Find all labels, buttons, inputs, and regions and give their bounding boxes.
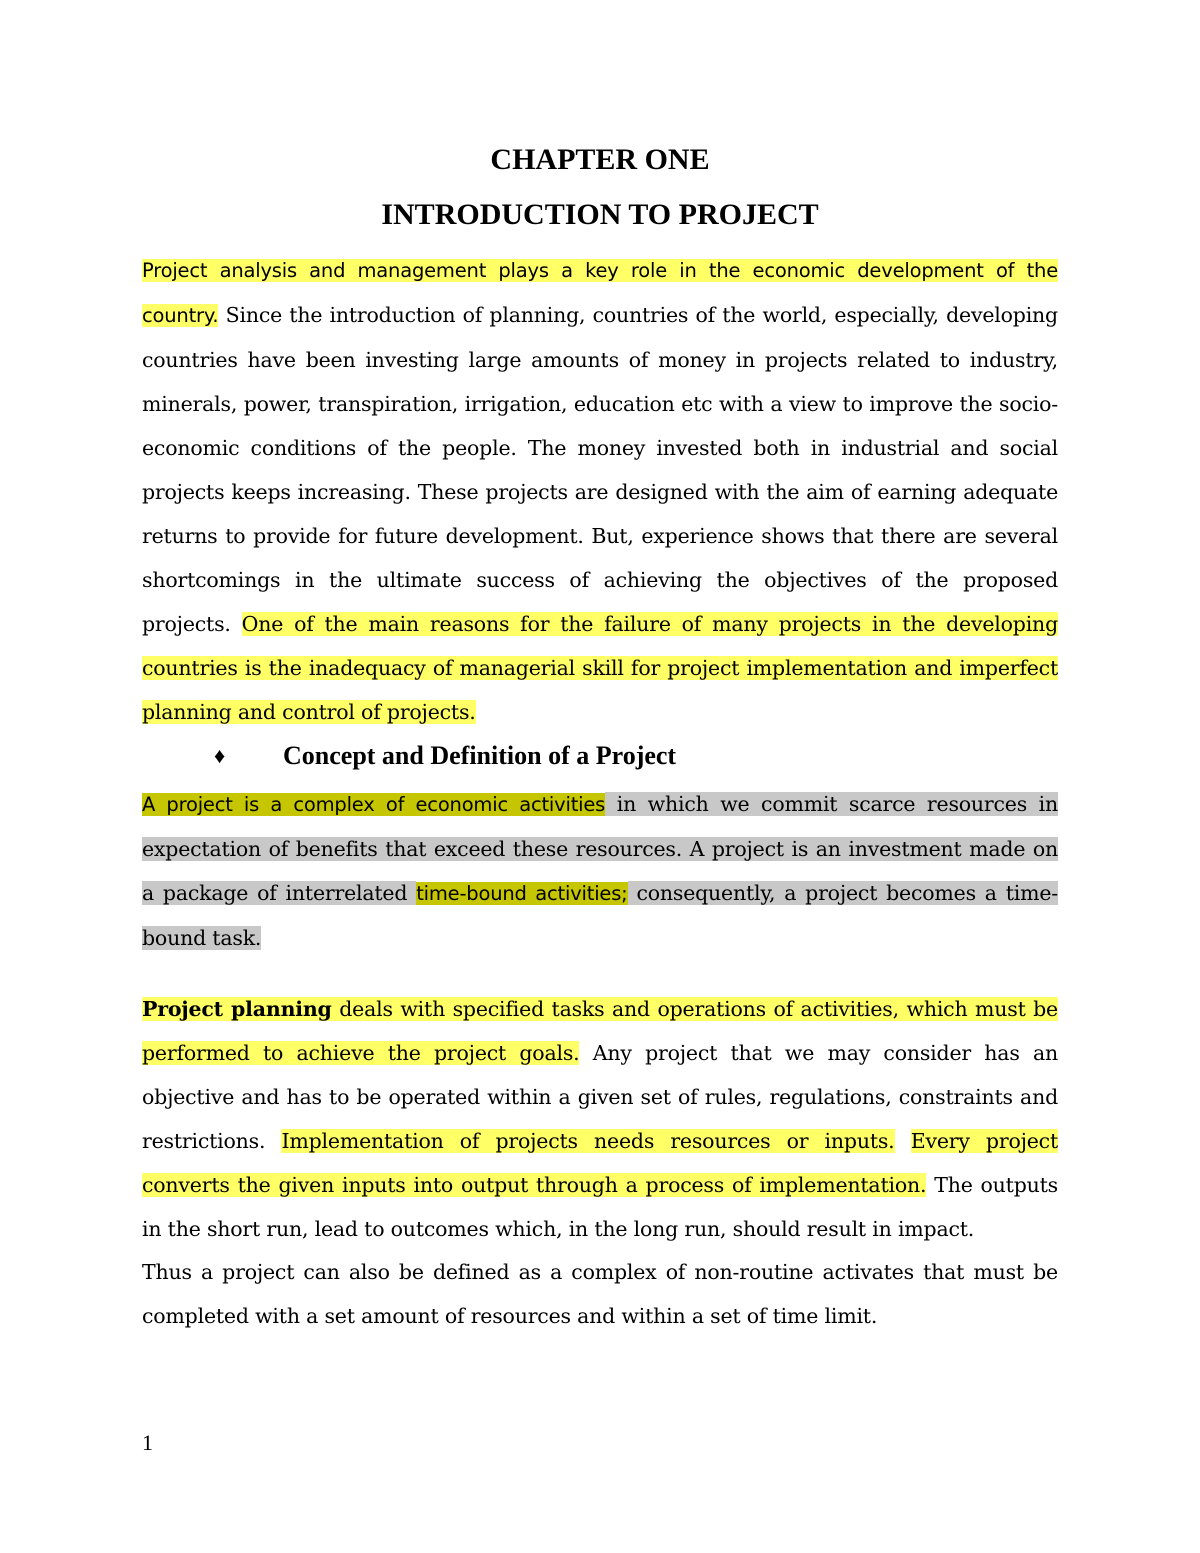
planning-bold-term: Project planning [142, 997, 332, 1021]
diamond-bullet-icon: ♦ [214, 743, 226, 768]
planning-highlight-2: Implementation of projects needs resources or inputs. [281, 1129, 895, 1153]
page-number: 1 [142, 1430, 153, 1455]
intro-highlight-closing: One of the main reasons for the failure of many projects in the developing countries is the inadequacy of managerial skill for project implementation and imperfect planning and control of projects. [142, 612, 1058, 724]
chapter-subtitle: INTRODUCTION TO PROJECT [381, 198, 819, 231]
intro-highlight-opening: Project analysis and management plays a key role in the economic development of the country. [142, 259, 1058, 327]
planning-highlight-1: deals with specified tasks and operations of activities, which must be performed to achieve the project goals. [142, 997, 1058, 1065]
definition-highlight-1: A project is a complex of economic activities [142, 793, 606, 816]
planning-paragraph [142, 987, 1058, 1251]
planning-highlight-3: Every project converts the given inputs into output through a process of implementation. [142, 1129, 1059, 1197]
definition-text-2: consequently, a project becomes a time-bound task. [142, 881, 1058, 950]
intro-body: Since the introduction of planning, countries of the world, especially, developing countries have been investing large amounts of money in projects related to industry, minerals, power, transpiration, irrigation, education etc with a view to improve the socio-economic conditions of the people. The money invested both in industrial and social projects keeps increasing. These projects are designed with the aim of earning adequate returns to provide for future development. But, experience shows that there are several shortcomings in the ultimate success of achieving the objectives of the proposed projects. [142, 303, 1058, 636]
section-heading-text: Concept and Definition of a Project [283, 741, 677, 770]
definition-highlight-2: time-bound activities; [416, 882, 628, 905]
definition-text-1: in which we commit scarce resources in expectation of benefits that exceed these resources. A project is an investment made on a package of interrelated [142, 792, 1058, 905]
closing-paragraph: Thus a project can also be defined as a complex of non-routine activates that must be completed with a set amount of resources and within a set of time limit. [142, 1260, 1058, 1328]
planning-body-2: The outputs in the short run, lead to outcomes which, in the long run, should result in impact. [142, 1173, 1058, 1241]
intro-paragraph [142, 248, 1058, 734]
planning-body-1: Any project that we may consider has an objective and has to be operated within a given set of rules, regulations, constraints and restrictions. [142, 1041, 1058, 1153]
chapter-title: CHAPTER ONE [490, 143, 710, 176]
planning-spacer [895, 1129, 911, 1153]
definition-paragraph [142, 782, 1058, 960]
